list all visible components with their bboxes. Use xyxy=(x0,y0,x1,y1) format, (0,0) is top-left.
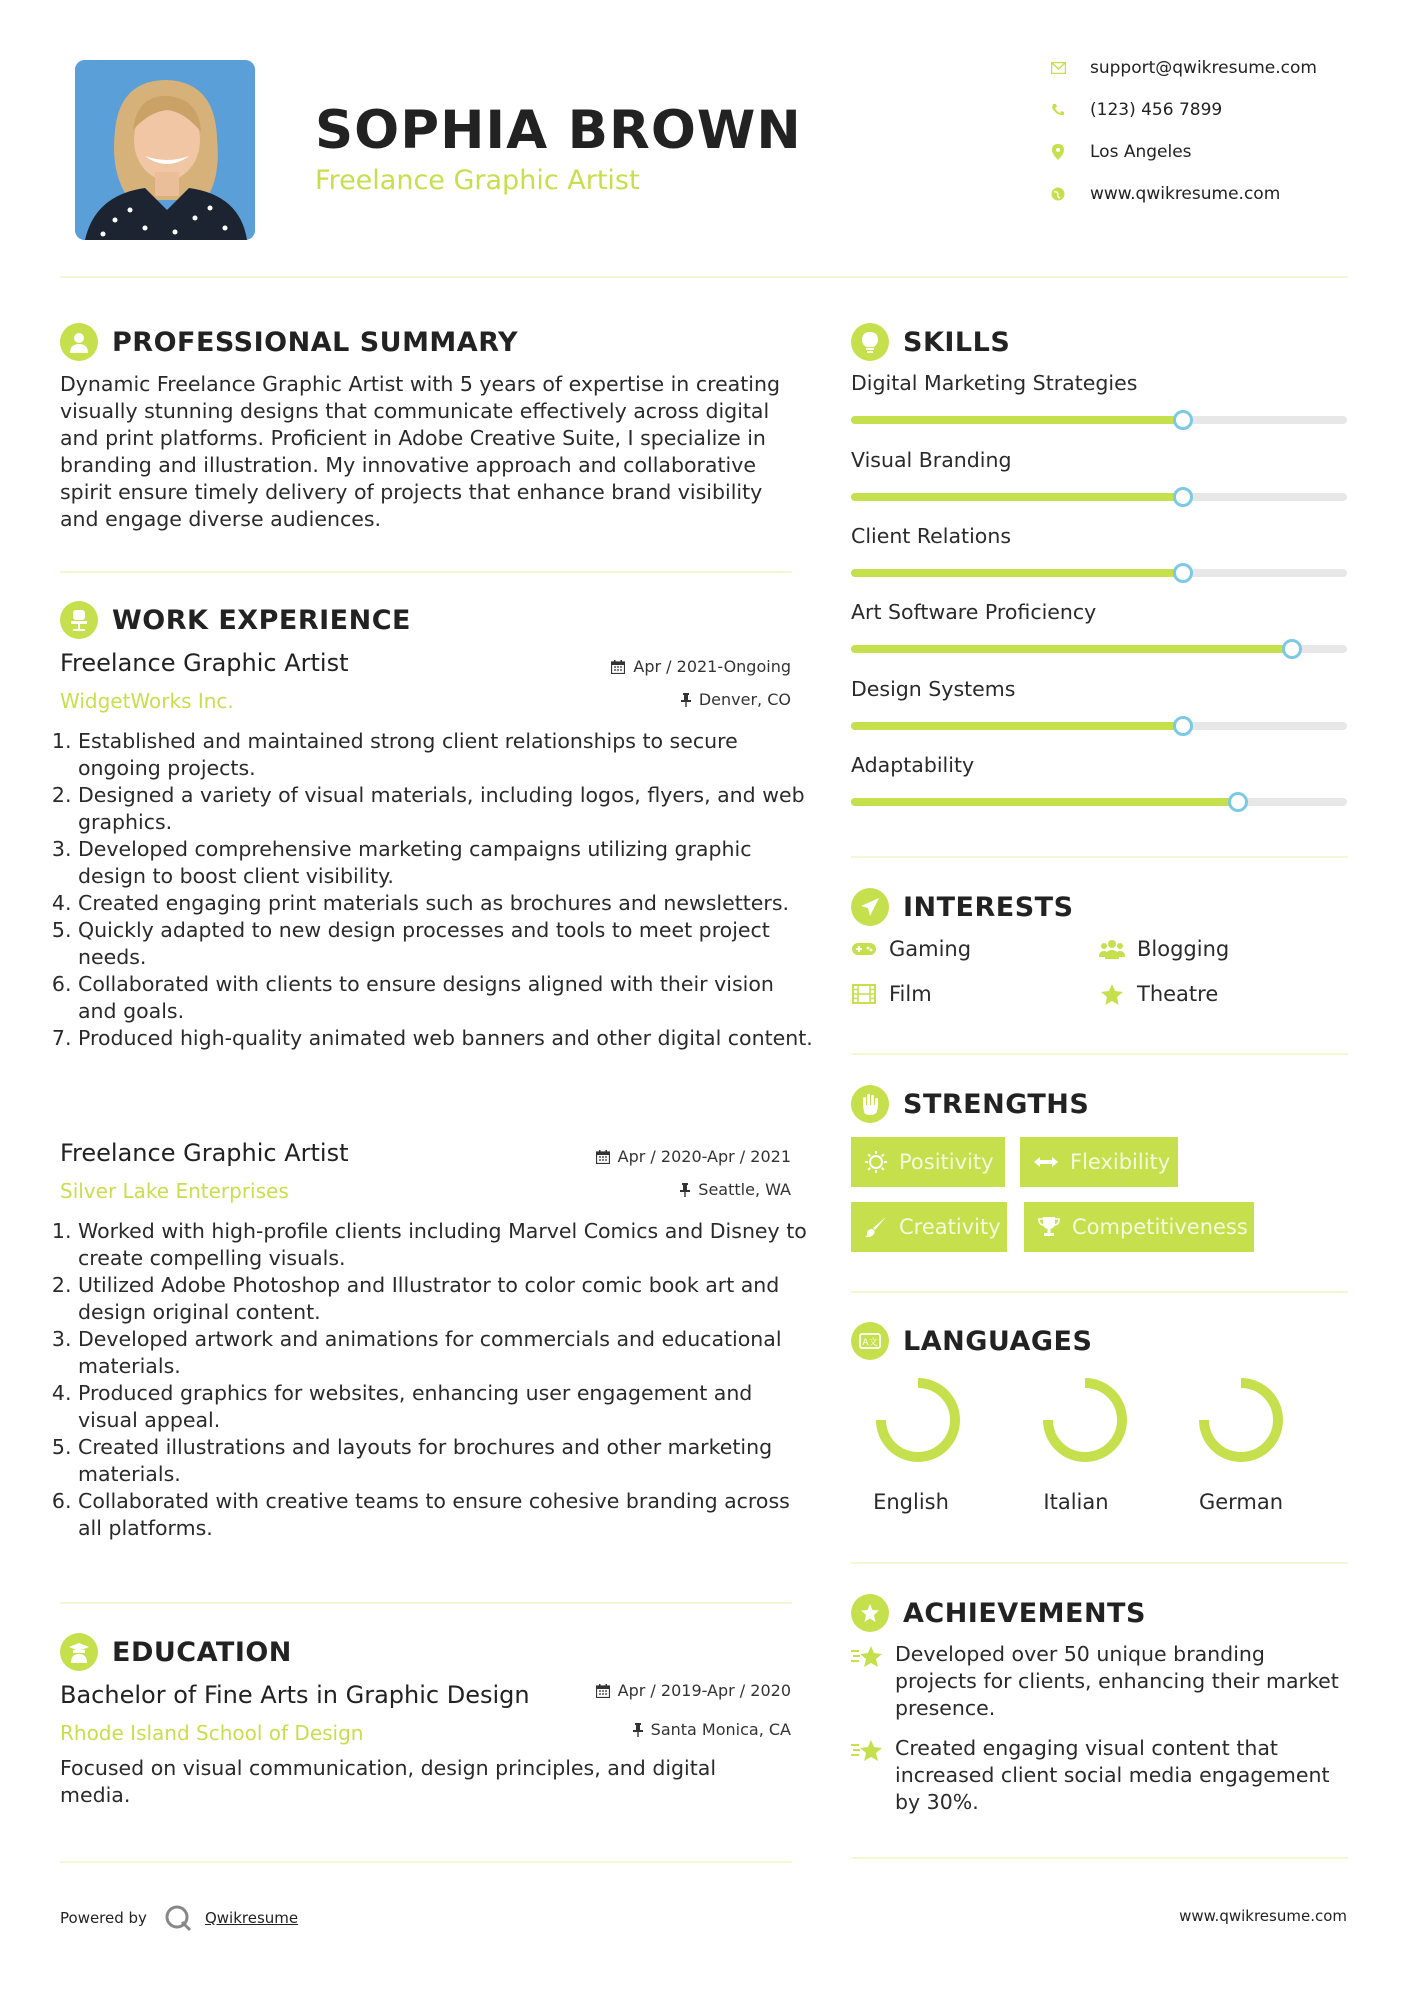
achievement-text: Created engaging visual content that increased client social media engagement by 30%. xyxy=(895,1736,1330,1814)
skill-bar-fill xyxy=(851,645,1292,653)
arrows-horizontal-icon xyxy=(1034,1156,1058,1168)
experience-heading xyxy=(60,601,411,639)
skill-bar-fill xyxy=(851,493,1183,501)
strength-label: Competitiveness xyxy=(1072,1215,1248,1239)
section-divider xyxy=(851,1562,1348,1564)
language-ring-chart xyxy=(1191,1370,1291,1470)
experience-title: WORK EXPERIENCE xyxy=(112,604,411,636)
interests-title: INTERESTS xyxy=(903,891,1074,923)
skill-bar-fill xyxy=(851,416,1183,424)
summary-line: and print platforms. Proficient in Adobe Creative Suite, I specialize in xyxy=(60,426,766,450)
calendar-icon xyxy=(611,660,625,674)
section-divider xyxy=(60,571,792,573)
list-item: 4. Produced graphics for websites, enhancing user engagement and visual appeal. xyxy=(78,1380,818,1434)
trophy-icon xyxy=(1038,1216,1060,1238)
skill-bar-fill xyxy=(851,569,1183,577)
school-name: Rhode Island School of Design xyxy=(60,1721,364,1745)
language-icon xyxy=(851,1322,889,1360)
users-icon xyxy=(1099,938,1125,960)
list-item: 2. Designed a variety of visual materials, including logos, flyers, and web graphics. xyxy=(78,782,818,836)
list-item: 3. Developed artwork and animations for commercials and educational materials. xyxy=(78,1326,818,1380)
section-divider xyxy=(851,1291,1348,1293)
job-dates xyxy=(611,657,791,676)
language-ring xyxy=(1010,1370,1160,1470)
education-location-text: Santa Monica, CA xyxy=(650,1720,791,1739)
language-name: Italian xyxy=(1043,1490,1109,1514)
strength-chip xyxy=(1024,1202,1254,1252)
contact-location xyxy=(1050,142,1192,162)
calendar-icon xyxy=(596,1150,610,1164)
section-divider xyxy=(851,1857,1348,1859)
language-ring xyxy=(1166,1370,1316,1470)
hand-icon xyxy=(851,1085,889,1123)
education-description: Focused on visual communication, design principles, and digital media. xyxy=(60,1756,717,1807)
pushpin-icon xyxy=(680,1183,690,1197)
profile-photo xyxy=(75,60,255,240)
qwikresume-link[interactable]: Qwikresume xyxy=(204,1909,299,1927)
achievement-item xyxy=(851,1641,1351,1722)
interest-label: Blogging xyxy=(1137,937,1230,961)
language-ring-arc xyxy=(1204,1383,1278,1457)
strength-chip xyxy=(851,1202,1007,1252)
list-item: 6. Collaborated with clients to ensure designs aligned with their vision and goals. xyxy=(78,971,818,1025)
section-divider xyxy=(851,1053,1348,1055)
contact-phone[interactable] xyxy=(1050,100,1222,120)
sun-icon xyxy=(865,1151,887,1173)
summary-heading xyxy=(60,323,518,361)
phone-icon xyxy=(1050,102,1066,118)
section-divider xyxy=(60,1861,792,1863)
strength-chip xyxy=(851,1137,1005,1187)
lightbulb-icon xyxy=(851,323,889,361)
footer-powered-by xyxy=(60,1903,298,1933)
skill-label: Art Software Proficiency xyxy=(851,600,1097,624)
skills-title: SKILLS xyxy=(903,326,1011,358)
language-ring-chart xyxy=(1035,1370,1135,1470)
job-location xyxy=(681,690,791,709)
star-icon xyxy=(1099,983,1125,1005)
education-dates-text: Apr / 2019-Apr / 2020 xyxy=(617,1681,791,1700)
achievement-text: Developed over 50 unique branding projects for clients, enhancing their market presence. xyxy=(895,1642,1339,1720)
achievement-item xyxy=(851,1735,1351,1816)
summary-text xyxy=(60,371,800,533)
languages-heading xyxy=(851,1322,1092,1360)
interest-item xyxy=(1099,937,1229,961)
paper-plane-icon xyxy=(851,888,889,926)
section-divider xyxy=(60,1602,792,1604)
skill-bar-fill xyxy=(851,798,1238,806)
skill-bar xyxy=(851,416,1347,424)
shooting-star-icon xyxy=(851,1641,883,1722)
envelope-icon xyxy=(1050,60,1066,76)
job-title: Freelance Graphic Artist xyxy=(60,649,349,677)
candidate-name: SOPHIA BROWN xyxy=(315,100,802,161)
list-item: 5. Created illustrations and layouts for brochures and other marketing materials. xyxy=(78,1434,818,1488)
calendar-icon xyxy=(596,1684,610,1698)
contact-email[interactable] xyxy=(1050,58,1317,78)
summary-line: spirit ensure timely delivery of projects that enhance brand visibility xyxy=(60,480,763,504)
education-heading xyxy=(60,1633,292,1671)
summary-line: branding and illustration. My innovative approach and collaborative xyxy=(60,453,756,477)
skill-bar-knob xyxy=(1282,639,1302,659)
languages-title: LANGUAGES xyxy=(903,1325,1093,1357)
degree-title: Bachelor of Fine Arts in Graphic Design xyxy=(60,1681,530,1709)
language-ring xyxy=(843,1370,993,1470)
shooting-star-icon xyxy=(851,1735,883,1816)
education-dates xyxy=(596,1681,791,1700)
pushpin-icon xyxy=(633,1723,643,1737)
job-bullets xyxy=(60,1218,818,1542)
interest-label: Film xyxy=(889,982,932,1006)
contact-location-text: Los Angeles xyxy=(1090,142,1192,162)
education-location xyxy=(633,1720,791,1739)
job-company: Silver Lake Enterprises xyxy=(60,1179,289,1203)
list-item: 3. Developed comprehensive marketing campaigns utilizing graphic design to boost client visibility. xyxy=(78,836,818,890)
contact-website[interactable] xyxy=(1050,184,1280,204)
list-item: 1. Established and maintained strong client relationships to secure ongoing projects. xyxy=(78,728,818,782)
skill-label: Design Systems xyxy=(851,677,1016,701)
strength-label: Creativity xyxy=(899,1215,1001,1239)
graduate-icon xyxy=(60,1633,98,1671)
job-dates-text: Apr / 2020-Apr / 2021 xyxy=(617,1147,791,1166)
interest-label: Theatre xyxy=(1137,982,1219,1006)
chair-icon xyxy=(60,601,98,639)
skill-bar-knob xyxy=(1173,410,1193,430)
globe-icon xyxy=(1050,186,1066,202)
language-ring-chart xyxy=(868,1370,968,1470)
brush-icon xyxy=(865,1216,887,1238)
section-divider xyxy=(851,856,1348,858)
job-dates-text: Apr / 2021-Ongoing xyxy=(633,657,791,676)
job-company: WidgetWorks Inc. xyxy=(60,689,234,713)
strength-label: Flexibility xyxy=(1070,1150,1171,1174)
skill-bar-knob xyxy=(1173,487,1193,507)
skill-bar xyxy=(851,722,1347,730)
powered-by-label: Powered by xyxy=(60,1909,147,1927)
summary-line: and engage diverse audiences. xyxy=(60,507,382,531)
contact-website-text: www.qwikresume.com xyxy=(1090,184,1281,204)
list-item: 7. Produced high-quality animated web banners and other digital content. xyxy=(78,1025,818,1052)
job-title: Freelance Graphic Artist xyxy=(60,1139,349,1167)
language-ring-arc xyxy=(1048,1383,1122,1457)
skill-bar-knob xyxy=(1173,716,1193,736)
interest-item xyxy=(851,982,932,1006)
job-bullets xyxy=(60,728,818,1052)
achievements-title: ACHIEVEMENTS xyxy=(903,1597,1146,1629)
strengths-title: STRENGTHS xyxy=(903,1088,1090,1120)
skill-bar xyxy=(851,645,1347,653)
job-dates xyxy=(596,1147,791,1166)
medal-icon xyxy=(851,1594,889,1632)
skill-label: Digital Marketing Strategies xyxy=(851,371,1138,395)
list-item: 2. Utilized Adobe Photoshop and Illustrator to color comic book art and design original content. xyxy=(78,1272,818,1326)
job-location-text: Denver, CO xyxy=(698,690,791,709)
education-title: EDUCATION xyxy=(112,1636,292,1668)
language-name: German xyxy=(1198,1490,1284,1514)
svg-text:A文: A文 xyxy=(862,1338,878,1348)
interest-label: Gaming xyxy=(889,937,972,961)
skill-label: Adaptability xyxy=(851,753,975,777)
skill-bar-fill xyxy=(851,722,1183,730)
map-pin-icon xyxy=(1050,144,1066,160)
footer-website[interactable]: www.qwikresume.com xyxy=(1179,1907,1347,1925)
interests-heading xyxy=(851,888,1074,926)
strength-chip xyxy=(1020,1137,1178,1187)
qwikresume-logo-icon xyxy=(163,1903,193,1933)
user-icon xyxy=(60,323,98,361)
job-location xyxy=(680,1180,791,1199)
job-location-text: Seattle, WA xyxy=(698,1180,791,1199)
skill-bar xyxy=(851,798,1347,806)
skills-heading xyxy=(851,323,1010,361)
language-ring-arc xyxy=(881,1383,955,1457)
list-item: 6. Collaborated with creative teams to ensure cohesive branding across all platforms. xyxy=(78,1488,818,1542)
achievements-heading xyxy=(851,1594,1146,1632)
interest-item xyxy=(1099,982,1218,1006)
list-item: 4. Created engaging print materials such as brochures and newsletters. xyxy=(78,890,818,917)
skill-bar xyxy=(851,493,1347,501)
skill-label: Client Relations xyxy=(851,524,1012,548)
list-item: 1. Worked with high-profile clients including Marvel Comics and Disney to create compelling visuals. xyxy=(78,1218,818,1272)
film-icon xyxy=(851,983,877,1005)
skill-label: Visual Branding xyxy=(851,448,1012,472)
summary-line: Dynamic Freelance Graphic Artist with 5 years of expertise in creating xyxy=(60,372,780,396)
list-item: 5. Quickly adapted to new design processes and tools to meet project needs. xyxy=(78,917,818,971)
summary-line: visually stunning designs that communicate effectively across digital xyxy=(60,399,770,423)
skill-bar-knob xyxy=(1228,792,1248,812)
summary-title: PROFESSIONAL SUMMARY xyxy=(112,326,519,358)
contact-email-text: support@qwikresume.com xyxy=(1090,58,1317,78)
contact-phone-text: (123) 456 7899 xyxy=(1090,100,1223,120)
candidate-role: Freelance Graphic Artist xyxy=(315,165,640,196)
header-divider xyxy=(60,276,1348,278)
strengths-heading xyxy=(851,1085,1089,1123)
strength-label: Positivity xyxy=(899,1150,994,1174)
language-name: English xyxy=(873,1490,949,1514)
pushpin-icon xyxy=(681,693,691,707)
gamepad-icon xyxy=(851,938,877,960)
skill-bar-knob xyxy=(1173,563,1193,583)
interest-item xyxy=(851,937,971,961)
skill-bar xyxy=(851,569,1347,577)
